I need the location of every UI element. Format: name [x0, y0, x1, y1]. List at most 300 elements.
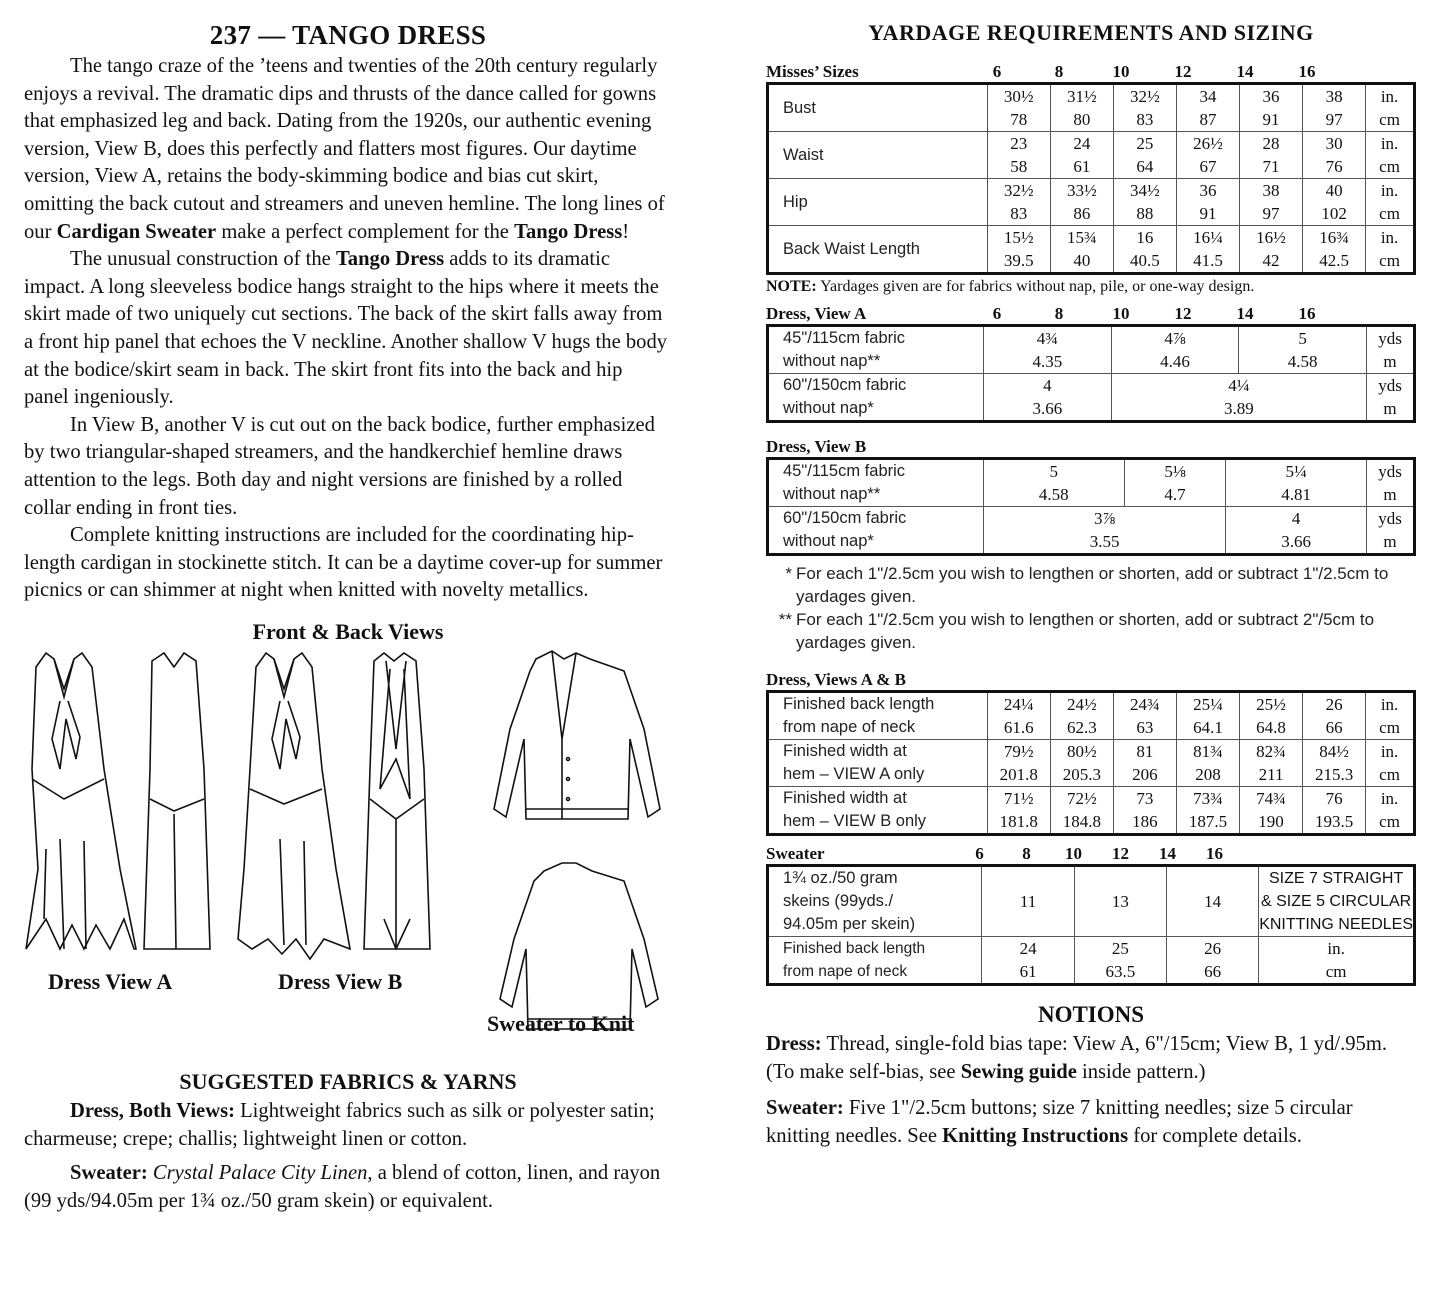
- cell-line-1: 24: [1019, 939, 1037, 958]
- row-label: [768, 459, 984, 507]
- cell-line-2: 91: [1199, 204, 1217, 223]
- paragraph-3: In View B, another V is cut out on the back bodice, further emphasized by two triangular-shaped streamers, and the handkerchief hemline draws attention to the legs. Both day and night versions are finished by a rolled collar ending in front ties.: [24, 413, 655, 519]
- cell: [1176, 179, 1239, 226]
- cell: [1303, 84, 1366, 132]
- cell: [1303, 692, 1366, 740]
- cell-line-2: 201.8: [999, 765, 1038, 784]
- cell: [1113, 84, 1176, 132]
- notions-sweater-lead: Sweater:: [766, 1097, 844, 1119]
- cell-line-2: 40.5: [1130, 251, 1160, 270]
- paragraph-1-text-a: The tango craze of the ’teens and twenties of the 20th century regularly enjoys a revival. The dramatic dips and thrusts of the dance called for gowns that emphasized leg and back. Dating from the 1920s, our authentic evening version, View B, does this perfectly and flatters most figures. Our daytime version, View A, retains the body-skimming bodice and bias cut skirt, omitting the back cutout and streamers and uneven hemline. The long lines of our: [24, 55, 665, 243]
- cell-line-2: 211: [1258, 765, 1284, 784]
- cell-line-2: 76: [1325, 157, 1343, 176]
- notions-sweater: [766, 1094, 1416, 1150]
- needles-cell: [1259, 866, 1415, 937]
- view-b-header: [766, 435, 1416, 457]
- cell: [1050, 226, 1113, 274]
- cell-line-1: in.: [1327, 939, 1345, 958]
- cell-line-1: 5¼: [1285, 462, 1307, 481]
- cell-line-1: 72½: [1066, 789, 1097, 808]
- needles-line-1: SIZE 7 STRAIGHT: [1268, 870, 1404, 887]
- note-lead: NOTE:: [766, 278, 817, 295]
- cell-line-1: 74¾: [1256, 789, 1286, 808]
- caption-view-b: Dress View B: [278, 968, 403, 994]
- cell: [1239, 740, 1302, 787]
- cell: [1303, 740, 1366, 787]
- cell-line-2: m: [1383, 532, 1397, 551]
- cell-line-1: 28: [1262, 134, 1280, 153]
- table-row: [768, 692, 1415, 740]
- cell-line-1: 34½: [1130, 181, 1160, 200]
- notions-section: [766, 1030, 1416, 1150]
- cell-line-2: 86: [1073, 204, 1091, 223]
- cell-line-2: 91: [1262, 110, 1280, 129]
- row-label-line-3: 94.05m per skein): [783, 915, 916, 933]
- cell-line-2: 40: [1073, 251, 1091, 270]
- view-b-front-drawing: [238, 653, 350, 959]
- sweater-size-16: 16: [1206, 844, 1223, 863]
- cell-line-1: 25½: [1256, 695, 1286, 714]
- table-row: [768, 374, 1415, 422]
- sweater-label: Sweater: [766, 844, 825, 863]
- unit-cell: [1366, 740, 1415, 787]
- cell-line-1: 23: [1010, 134, 1028, 153]
- row-label: Bust: [768, 84, 988, 132]
- size-header-14: 14: [1236, 304, 1254, 323]
- table-row: [768, 84, 1415, 132]
- row-label-line-2: without nap*: [783, 532, 874, 550]
- row-label: [768, 866, 982, 937]
- cell-line-1: 25¼: [1193, 695, 1223, 714]
- row-label-line-2: from nape of neck: [783, 963, 908, 980]
- cell: [1303, 132, 1366, 179]
- cell: [1239, 84, 1302, 132]
- footnote-text: For each 1"/2.5cm you wish to lengthen or shorten, add or subtract 1"/2.5cm to yardages given.: [796, 564, 1389, 606]
- cell: [1111, 326, 1239, 374]
- cell-line-2: 41.5: [1193, 251, 1223, 270]
- cell: 13: [1074, 866, 1166, 937]
- cell-line-1: yds: [1378, 376, 1402, 395]
- cell: [984, 507, 1226, 555]
- cell: [1111, 374, 1366, 422]
- caption-view-a: Dress View A: [48, 968, 173, 994]
- cell: [1303, 179, 1366, 226]
- paragraph-1: [24, 53, 672, 246]
- cell-line-1: in.: [1380, 134, 1399, 153]
- cell-line-2: 102: [1321, 204, 1347, 223]
- footnote-mark: *: [785, 564, 792, 583]
- footnotes: [766, 562, 1416, 654]
- footnote: [766, 608, 1416, 654]
- cell-line-2: 205.3: [1062, 765, 1101, 784]
- view-b-table: [766, 457, 1416, 556]
- misses-sizes-label: Misses’ Sizes: [766, 62, 859, 81]
- right-column: [766, 20, 1416, 1158]
- cell-line-2: 97: [1262, 204, 1280, 223]
- row-label: [768, 374, 984, 422]
- cell-line-2: cm: [1379, 812, 1400, 831]
- cell-line-2: 63.5: [1105, 962, 1136, 981]
- cell-line-2: 58: [1010, 157, 1028, 176]
- cell-line-2: cm: [1379, 157, 1400, 176]
- cell: [987, 84, 1050, 132]
- size-header-10: 10: [1112, 62, 1130, 81]
- cell-line-1: 33½: [1066, 181, 1097, 200]
- cell-line-1: 4⅞: [1164, 329, 1186, 348]
- cell: [1050, 84, 1113, 132]
- cell-line-2: 88: [1136, 204, 1154, 223]
- cell-line-1: yds: [1378, 329, 1402, 348]
- paragraph-1-bold-b: Tango Dress: [514, 220, 623, 243]
- cell-line-1: 24¾: [1130, 695, 1160, 714]
- cell-line-1: 81¾: [1193, 742, 1223, 761]
- row-label: Hip: [768, 179, 988, 226]
- cell-line-2: 64.1: [1193, 718, 1223, 737]
- cell-line-1: 31½: [1066, 87, 1097, 106]
- cell: [1113, 132, 1176, 179]
- fabrics-dress: [24, 1097, 672, 1153]
- cell-line-2: 4.58: [1287, 352, 1318, 371]
- cell-line-2: 3.66: [1281, 532, 1312, 551]
- cell: [1176, 740, 1239, 787]
- cell-line-2: 64: [1136, 157, 1154, 176]
- cell-line-1: 38: [1262, 181, 1280, 200]
- cell: [987, 787, 1050, 835]
- footnote-text: For each 1"/2.5cm you wish to lengthen or shorten, add or subtract 2"/5cm to yardages given.: [796, 610, 1375, 652]
- cell: [1239, 692, 1302, 740]
- fabrics-dress-text: Lightweight fabrics such as silk or polyester satin; charmeuse; crepe; challis; lightweight linen or cotton.: [24, 1099, 655, 1150]
- cell: [987, 740, 1050, 787]
- cell-line-2: 215.3: [1314, 765, 1354, 784]
- cell: [1050, 787, 1113, 835]
- needles-line-3: KNITTING NEEDLES: [1259, 916, 1413, 933]
- cell-line-1: 16¼: [1193, 228, 1223, 247]
- cell: [1124, 459, 1226, 507]
- cell: [984, 459, 1125, 507]
- row-label-line-1: 45"/115cm fabric: [783, 329, 906, 347]
- sweater-front-drawing: [494, 651, 660, 819]
- fabrics-section: [24, 1097, 672, 1215]
- cell-line-2: 66: [1204, 962, 1222, 981]
- cell-line-1: 16½: [1256, 228, 1286, 247]
- row-label: [768, 937, 982, 985]
- row-label-line-1: Finished back length: [783, 695, 935, 713]
- cell: [1113, 692, 1176, 740]
- cell-line-1: 76: [1325, 789, 1343, 808]
- notions-sweater-bold: Knitting Instructions: [942, 1125, 1129, 1147]
- size-header-16: 16: [1298, 304, 1316, 323]
- cell-line-2: 39.5: [1003, 251, 1034, 270]
- page-title: 237 — TANGO DRESS: [209, 20, 487, 50]
- fabrics-dress-lead: Dress, Both Views:: [70, 1099, 235, 1122]
- paragraph-2-bold: Tango Dress: [335, 248, 445, 271]
- size-header-8: 8: [1054, 62, 1064, 81]
- cell: [1176, 84, 1239, 132]
- unit-cell: [1366, 787, 1415, 835]
- cell-line-2: 208: [1195, 765, 1221, 784]
- notions-dress-text-b: inside pattern.): [1076, 1061, 1206, 1083]
- notions-dress: [766, 1030, 1416, 1086]
- row-label-line-2: without nap**: [783, 485, 881, 503]
- paragraph-1-bold-a: Cardigan Sweater: [56, 220, 217, 243]
- cell: [1113, 226, 1176, 274]
- cell-line-1: 30½: [1003, 87, 1034, 106]
- cell: [987, 692, 1050, 740]
- cell-line-1: 5: [1049, 462, 1059, 481]
- cell-line-1: 36: [1262, 87, 1280, 106]
- cell-line-2: cm: [1379, 110, 1400, 129]
- cell: [987, 132, 1050, 179]
- row-label-line-2: from nape of neck: [783, 718, 916, 736]
- cell-line-2: cm: [1379, 765, 1400, 784]
- cell: [987, 226, 1050, 274]
- cell-line-1: 24: [1073, 134, 1091, 153]
- notions-sweater-text-b: for complete details.: [1128, 1125, 1302, 1147]
- cell: [1050, 692, 1113, 740]
- cell: [987, 179, 1050, 226]
- size-header-6: 6: [992, 304, 1002, 323]
- cell: [1050, 740, 1113, 787]
- row-label-line-2: without nap*: [783, 399, 874, 417]
- cell-line-1: 5⅛: [1164, 462, 1186, 481]
- unit-cell: [1367, 459, 1415, 507]
- view-b-back-drawing: [364, 653, 430, 949]
- cell-line-1: 73: [1136, 789, 1154, 808]
- cell-line-2: 3.89: [1223, 399, 1254, 418]
- cell-line-1: 71½: [1003, 789, 1034, 808]
- views-ab-table: [766, 690, 1416, 836]
- paragraph-2-text-b: adds to its dramatic impact. A long sleeveless bodice hangs straight to the hips where it meets the skirt made of two uniquely cut sections. The back of the skirt falls away from a front hip panel that echoes the V neckline. Another shallow V hugs the body at the bodice/skirt seam in back. The skirt front fits into the back and hip panel ingeniously.: [24, 248, 668, 409]
- row-label-line-1: Finished back length: [783, 940, 926, 957]
- table-row: [768, 459, 1415, 507]
- note: [766, 278, 1416, 296]
- row-label-line-2: without nap**: [783, 352, 881, 370]
- cell: [1259, 937, 1415, 985]
- cell: [1113, 179, 1176, 226]
- row-label: [768, 740, 988, 787]
- row-label-line-1: 60"/150cm fabric: [783, 376, 907, 394]
- notions-title: NOTIONS: [1037, 1002, 1145, 1027]
- fabrics-sweater-text: , a blend of cotton, linen, and rayon (99 yds/94.05m per 1¾ oz./50 gram skein) or equivalent.: [24, 1161, 661, 1212]
- unit-cell: [1366, 84, 1415, 132]
- cell: [1113, 740, 1176, 787]
- cell-line-1: 4: [1291, 509, 1301, 528]
- cell-line-1: 4¾: [1036, 329, 1058, 348]
- unit-cell: [1367, 374, 1415, 422]
- paragraph-1-text-b: make a perfect complement for the: [216, 220, 515, 243]
- cell-line-1: in.: [1380, 695, 1399, 714]
- left-column: [24, 20, 672, 1221]
- fabrics-sweater-yarn: Crystal Palace City Linen: [152, 1161, 368, 1184]
- cell-line-2: 184.8: [1062, 812, 1101, 831]
- cell-line-1: 32½: [1130, 87, 1160, 106]
- illustration-title: Front & Back Views: [252, 618, 444, 644]
- cell-line-1: 24¼: [1003, 695, 1034, 714]
- cell-line-2: 80: [1073, 110, 1091, 129]
- row-label-line-2: skeins (99yds./: [783, 892, 894, 910]
- cell-line-2: cm: [1379, 251, 1400, 270]
- cell-line-2: 83: [1136, 110, 1154, 129]
- cell-line-1: 26: [1204, 939, 1222, 958]
- cell-line-2: m: [1383, 485, 1397, 504]
- cell-line-2: cm: [1325, 962, 1347, 981]
- cell: [1239, 326, 1367, 374]
- unit-cell: [1367, 507, 1415, 555]
- size-header-12: 12: [1174, 62, 1192, 81]
- unit-cell: [1366, 226, 1415, 274]
- notions-dress-text-a: Thread, single-fold bias tape: View A, 6"/15cm; View B, 1 yd/.95m. (To make self-bias, see: [766, 1033, 1387, 1083]
- cell-line-2: 83: [1010, 204, 1028, 223]
- cell: [1239, 179, 1302, 226]
- cell: [1226, 507, 1367, 555]
- description: [24, 53, 672, 605]
- dress-illustrations: [24, 649, 672, 1059]
- cell-line-1: 80½: [1066, 742, 1097, 761]
- cell-line-2: 97: [1325, 110, 1343, 129]
- footnote-mark: **: [778, 610, 792, 629]
- size-header-10: 10: [1112, 304, 1130, 323]
- size-header-14: 14: [1236, 62, 1254, 81]
- cell-line-1: 16: [1136, 228, 1154, 247]
- cell: [1176, 132, 1239, 179]
- view-a-back-drawing: [144, 653, 210, 949]
- cell-line-1: 34: [1199, 87, 1217, 106]
- cell-line-2: 186: [1132, 812, 1158, 831]
- views-ab-label: Dress, Views A & B: [766, 670, 906, 689]
- cell: [1303, 226, 1366, 274]
- sweater-size-12: 12: [1112, 844, 1129, 863]
- cell-line-2: 193.5: [1314, 812, 1354, 831]
- cell-line-1: 26: [1325, 695, 1343, 714]
- row-label: Waist: [768, 132, 988, 179]
- cell-line-1: 25: [1111, 939, 1129, 958]
- cell-line-2: 42: [1262, 251, 1280, 270]
- sweater-size-6: 6: [975, 844, 984, 863]
- cell-line-1: 3⅞: [1094, 509, 1116, 528]
- cell-line-2: 61.6: [1003, 718, 1034, 737]
- footnote: [766, 562, 1416, 608]
- cell-line-2: 42.5: [1319, 251, 1349, 270]
- table-row: [768, 507, 1415, 555]
- cell-line-2: 61: [1019, 962, 1037, 981]
- cell-line-1: 84½: [1319, 742, 1349, 761]
- cell-line-1: 16¾: [1319, 228, 1349, 247]
- sweater-size-10: 10: [1065, 844, 1082, 863]
- caption-sweater: Sweater to Knit: [487, 1010, 635, 1036]
- cell-line-1: 38: [1325, 87, 1343, 106]
- cell-line-2: m: [1383, 399, 1397, 418]
- cell-line-2: 4.58: [1038, 485, 1069, 504]
- cell-line-2: 67: [1199, 157, 1217, 176]
- cell: [984, 374, 1112, 422]
- cell-line-1: 15¾: [1066, 228, 1097, 247]
- cell: [1239, 132, 1302, 179]
- size-header-16: 16: [1298, 62, 1316, 81]
- notions-dress-lead: Dress:: [766, 1033, 822, 1055]
- cell-line-1: in.: [1380, 228, 1399, 247]
- cell-line-2: 4.46: [1160, 352, 1190, 371]
- view-a-front-drawing: [26, 653, 136, 949]
- unit-cell: [1366, 179, 1415, 226]
- row-label-line-2: hem – VIEW B only: [783, 812, 927, 830]
- note-text: Yardages given are for fabrics without nap, pile, or one-way design.: [816, 278, 1255, 295]
- cell-line-1: 32½: [1003, 181, 1034, 200]
- row-label: [768, 787, 988, 835]
- row-label-line-1: 45"/115cm fabric: [783, 462, 906, 480]
- cell-line-1: 4¼: [1228, 376, 1250, 395]
- row-label: [768, 326, 984, 374]
- sweater-header: [766, 842, 1416, 864]
- needles-line-2: & SIZE 5 CIRCULAR: [1260, 893, 1412, 910]
- cell-line-2: m: [1383, 352, 1397, 371]
- cell-line-1: 15½: [1003, 228, 1034, 247]
- table-row: [768, 132, 1415, 179]
- cell-line-2: 206: [1132, 765, 1158, 784]
- paragraph-2: [24, 246, 672, 412]
- cell-line-2: 63: [1136, 718, 1154, 737]
- fabrics-sweater-lead: Sweater:: [70, 1161, 148, 1184]
- sweater-size-14: 14: [1159, 844, 1176, 863]
- row-label-line-1: Finished width at: [783, 789, 907, 807]
- cell-line-1: 25: [1136, 134, 1154, 153]
- unit-cell: [1366, 692, 1415, 740]
- paragraph-2-text-a: The unusual construction of the: [70, 248, 336, 271]
- cell-line-2: cm: [1379, 718, 1400, 737]
- cell-line-2: 3.55: [1089, 532, 1120, 551]
- view-a-sizes: [966, 304, 1338, 324]
- cell-line-1: 73¾: [1193, 789, 1223, 808]
- cell: 11: [982, 866, 1074, 937]
- paragraph-4: Complete knitting instructions are included for the coordinating hip-length cardigan in stockinette stitch. It can be a daytime cover-up for summer picnics or can shimmer at night when knitted with novelty metallics.: [24, 524, 663, 602]
- size-numbers: [966, 62, 1338, 82]
- row-label-line-1: Finished width at: [783, 742, 907, 760]
- view-a-table: [766, 324, 1416, 423]
- table-row: [768, 937, 1415, 985]
- sweater-back-drawing: [500, 863, 658, 1029]
- cell-line-1: 36: [1199, 181, 1217, 200]
- table-row: [768, 326, 1415, 374]
- table-row: [768, 179, 1415, 226]
- cell-line-1: yds: [1378, 462, 1402, 481]
- cell-line-1: 24½: [1066, 695, 1097, 714]
- notions-sweater-text-a: Five 1"/2.5cm buttons; size 7 knitting needles; size 5 circular knitting needles. See: [766, 1097, 1353, 1147]
- cell: [1239, 787, 1302, 835]
- cell-line-2: 78: [1010, 110, 1028, 129]
- row-label-line-1: 1¾ oz./50 gram: [783, 869, 898, 887]
- yardage-title: YARDAGE REQUIREMENTS AND SIZING: [868, 20, 1314, 45]
- row-label-line-2: hem – VIEW A only: [783, 765, 925, 783]
- table-row: [768, 740, 1415, 787]
- cell-line-2: 181.8: [999, 812, 1038, 831]
- row-label: [768, 692, 988, 740]
- cell: [1303, 787, 1366, 835]
- cell-line-1: 4: [1043, 376, 1052, 395]
- view-a-header: [766, 302, 1416, 324]
- cell-line-2: 87: [1199, 110, 1217, 129]
- view-a-label: Dress, View A: [766, 304, 867, 323]
- cell-line-1: in.: [1380, 742, 1399, 761]
- cell-line-1: 79½: [1003, 742, 1034, 761]
- cell-line-1: in.: [1380, 87, 1399, 106]
- cell-line-2: cm: [1379, 204, 1400, 223]
- cell: [1239, 226, 1302, 274]
- cell-line-1: 81: [1136, 742, 1154, 761]
- cell-line-2: 66: [1325, 718, 1343, 737]
- cell-line-1: 82¾: [1256, 742, 1286, 761]
- size-header-6: 6: [992, 62, 1002, 81]
- notions-dress-bold: Sewing guide: [960, 1061, 1077, 1083]
- unit-cell: [1366, 132, 1415, 179]
